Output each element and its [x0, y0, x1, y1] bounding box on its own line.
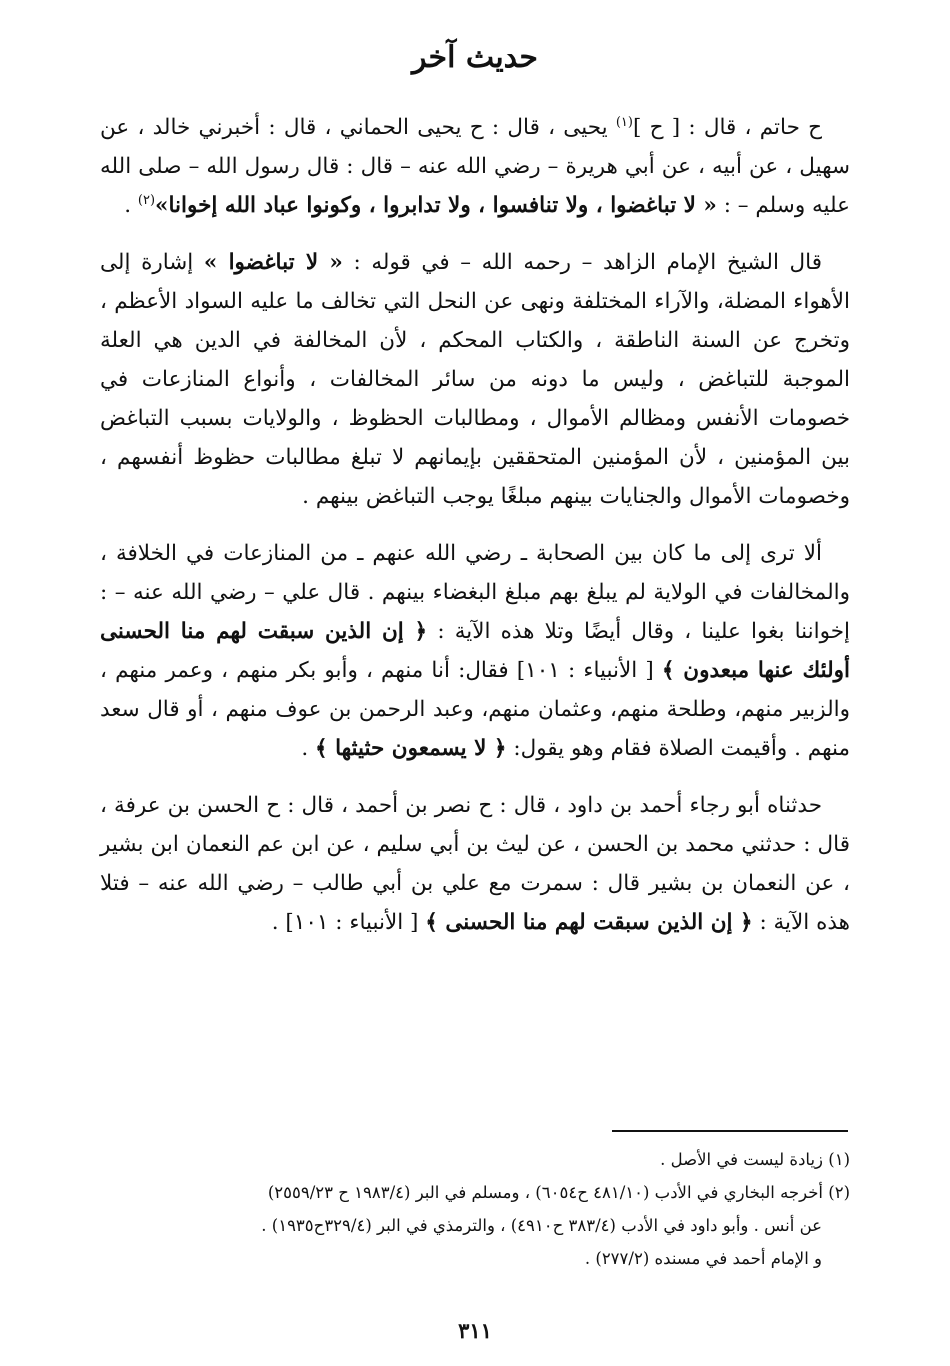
- footnote-1: (١) زيادة ليست في الأصل .: [660, 1150, 850, 1169]
- paragraph-2: [100, 243, 850, 516]
- p4-verse: ﴿ إن الذين سبقت لهم منا الحسنى ﴾: [425, 910, 753, 935]
- p2-quote: « لا تباغضوا »: [203, 250, 343, 275]
- p2-text-a: قال الشيخ الإمام الزاهد – رحمه الله – في قوله :: [342, 250, 822, 275]
- p3-text-a: ألا ترى إلى ما كان بين الصحابة ـ رضي الله عنهم ـ من المنازعات في الخلافة ، والمخالفات في الولاية لم يبلغ بهم مبلغ البغضاء بينهم . قال علي – رضي الله عنه – : إخواننا بغوا علينا ، وقال أيضًا وتلا هذه الآية :: [100, 541, 850, 644]
- p3-verse-2: ﴿ لا يسمعون حثيثها ﴾: [315, 736, 507, 761]
- p3-text-b: [ الأنبياء : ١٠١] فقال: أنا منهم ، وأبو بكر منهم ، وعمر منهم ، والزبير منهم، وطلحة منهم، وعثمان منهم، وعبد الرحمن بن عوف منهم ، أو قال سعد منهم . وأقيمت الصلاة فقام وهو يقول:: [100, 658, 850, 761]
- footnotes: [100, 1143, 850, 1275]
- paragraph-3: [100, 534, 850, 768]
- paragraph-1: [100, 108, 850, 225]
- p1-text-b: يحيى ، قال : ح يحيى الحماني ، قال : أخبرني خالد ، عن سهيل ، عن أبيه ، عن أبي هريرة – رضي الله عنه – قال : قال رسول الله – صلى الله عليه وسلم – :: [100, 115, 850, 218]
- p1-footnote-ref-2: (٢): [137, 192, 156, 208]
- p1-text-c: .: [124, 193, 138, 218]
- p4-text-b: [ الأنبياء : ١٠١] .: [271, 910, 426, 935]
- paragraph-4: [100, 786, 850, 942]
- p1-hadith-text: « لا تباغضوا ، ولا تنافسوا ، ولا تدابروا ، وكونوا عباد الله إخوانا»: [155, 193, 717, 218]
- footnote-2-line-3: و الإمام أحمد في مسنده (٢٧٧/٢) .: [584, 1249, 822, 1268]
- page-title: حديث آخر: [412, 40, 538, 75]
- p1-text-a: ح حاتم ، قال : [ ح ]: [632, 115, 823, 140]
- p1-footnote-ref-1: (١): [615, 114, 633, 130]
- footnote-divider: [612, 1130, 848, 1132]
- p4-text-a: حدثناه أبو رجاء أحمد بن داود ، قال : ح نصر بن أحمد ، قال : ح الحسن بن عرفة ، قال : حدثني محمد بن الحسن ، عن ليث بن أبي سليم ، عن ابن عم النعمان ابن بشير ، عن النعمان بن بشير قال : سمرت مع علي بن أبي طالب – رضي الله عنه – فتلا هذه الآية :: [100, 793, 850, 935]
- footnote-2-line-1: (٢) أخرجه البخاري في الأدب (٤٨١/١٠ ح٦٠٥٤) ، ومسلم في البر (١٩٨٣/٤ ح ٢٥٥٩/٢٣): [267, 1183, 850, 1202]
- p3-text-c: .: [301, 736, 316, 761]
- p2-text-b: إشارة إلى الأهواء المضلة، والآراء المختلفة ونهى عن النحل التي تخالف ما عليه السواد الأعظم ، وتخرج عن السنة الناطقة ، والكتاب المحكم ، لأن المخالفة في الدين هي العلة الموجبة للتباغض ، وليس ما دونه من سائر المخالفات ، وأنواع المنازعات في خصومات الأنفس ومظالم الأموال ، ومطالبات الحظوظ ، والولايات بسبب التباغض بين المؤمنين ، لأن المؤمنين المتحققين بإيمانهم لا تبلغ مطالبات حظوظ أنفسهم ، وخصومات الأموال والجنايات بينهم مبلغًا يوجب التباغض بينهم .: [100, 250, 850, 509]
- main-text: [100, 108, 850, 960]
- p3-verse-1: ﴿ إن الذين سبقت لهم منا الحسنى أولئك عنها مبعدون ﴾: [100, 619, 850, 683]
- page-number: ٣١١: [458, 1318, 492, 1343]
- footnote-2-line-2: عن أنس . وأبو داود في الأدب (٣٨٣/٤ ح٤٩١٠) ، والترمذي في البر (٣٢٩/٤ح١٩٣٥) .: [261, 1216, 822, 1235]
